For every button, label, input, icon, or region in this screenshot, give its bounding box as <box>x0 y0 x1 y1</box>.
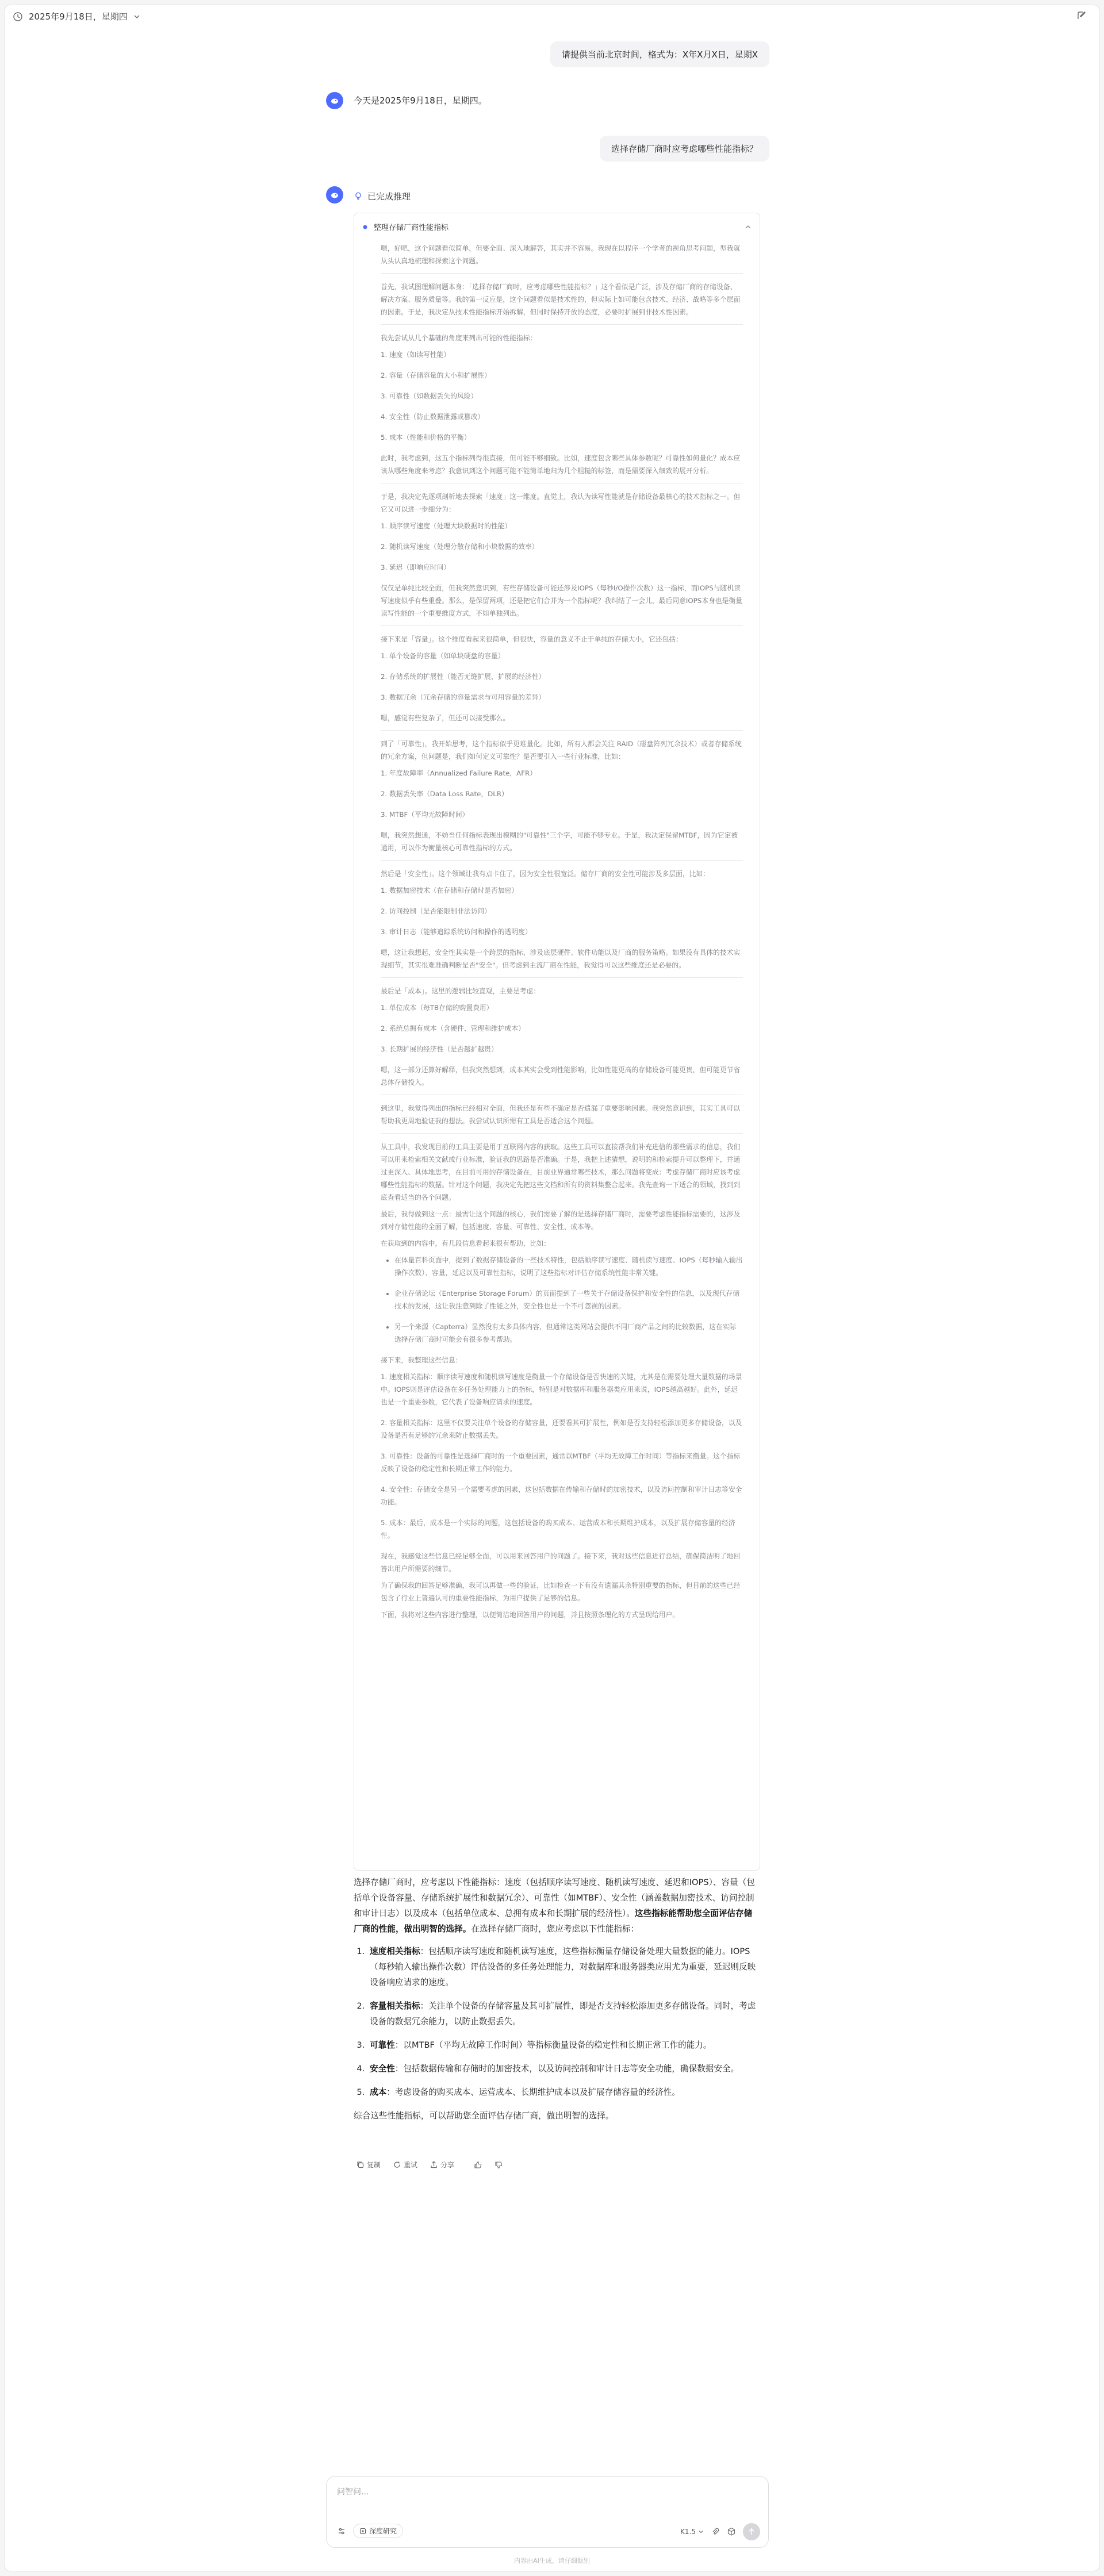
list-item: • 在体量百科页面中，提到了数据存储设备的一些技术特性，包括顺序读写速度、随机读写速度、IOPS（每秒输入输出操作次数）、容量，延迟以及可靠性指标，说明了这些指标对评估存储系统性能非常关键。 <box>394 1254 743 1279</box>
reasoning-paragraph: 仅仅是单纯比较全面，但我突然意识到，有些存储设备可能还涉及IOPS（每秒I/O操作次数）这一指标，而IOPS与随机读写速度似乎有些重叠。那么，是保留两项，还是把它们合并为一个指标呢？我纠结了一会儿，最后同意IOPS本身也是衡量读写性能的一个重要维度方式，不如单独列出。 <box>381 584 743 617</box>
list-item: 3. 数据冗余（冗余存储的容量需求与可用容量的差异） <box>381 693 546 701</box>
reasoning-paragraph: 嗯，这一部分还算好解释，但我突然想到，成本其实会受到性能影响，比如性能更高的存储设备可能更贵，但可能更节省总体存储投入。 <box>381 1066 741 1087</box>
model-selector[interactable] <box>680 2528 704 2536</box>
list-item: 5. 成本（性能和价格的平衡） <box>381 433 471 442</box>
reasoning-list <box>381 884 743 938</box>
reasoning-bullets <box>390 1254 743 1346</box>
answer-item-text: ：考虑设备的购买成本、运营成本、长期维护成本以及扩展存储容量的经济性。 <box>386 2087 680 2097</box>
message-actions <box>356 2160 503 2170</box>
answer-item <box>367 1944 759 1990</box>
deep-research-toggle[interactable] <box>353 2524 403 2538</box>
divider <box>381 324 743 325</box>
deep-research-label: 深度研究 <box>369 2527 397 2535</box>
list-item: 2. 系统总拥有成本（含硬件、管理和维护成本） <box>381 1024 525 1032</box>
reasoning-paragraph: 嗯，这让我想起，安全性其实是一个跨层的指标，涉及底层硬件、软件功能以及厂商的服务策略。如果没有具体的技术实现细节，其实很难准确判断是否"安全"。但考虑到主流厂商在性能，我觉得可以这些维度还是必要的。 <box>381 949 741 969</box>
answer-item <box>367 2061 759 2076</box>
reasoning-status: 已完成推理 <box>367 191 411 202</box>
list-item: 1. 单位成本（每TB存储的购置费用） <box>381 1004 493 1012</box>
assistant-avatar <box>326 92 343 109</box>
divider <box>381 977 743 978</box>
reasoning-paragraph: 从工具中，我发现目前的工具主要是用于互联网内容的获取。这些工具可以直接帮我们补充进信的那些需求的信息，我们可以用来检索相关文献或行业标准，验证我的思路是否准确。于是，我把上述猜想，说明的和检索提升可以整理下，并通过更深入、具体地思考，在目前可用的存储设备在，目前业界通常哪些技术，那么问题将变成：考虑存储厂商时应该考虑哪些性能指标的数据。针对这个问题，我决定先把这些文档和所有的资料集整合起来。我先查询一下适合的领域，找到到底查看适当的各个问题。 <box>381 1143 741 1201</box>
list-item: 1. 单个设备的容量（如单块硬盘的容量） <box>381 652 505 660</box>
answer-intro-text: 选择存储厂商时，应考虑以下性能指标：速度（包括顺序读写速度、随机读写速度、延迟和IOPS）、容量（包括单个设备容量、存储系统扩展性和数据冗余）、可靠性（如MTBF）、安全性（涵盖数据加密技术、访问控制和审计日志）以及成本（包括单位成本、总拥有成本和长期扩展的经济性）。 <box>354 1878 755 1918</box>
composer-input[interactable]: 问智问... <box>337 2487 369 2497</box>
list-item: 1. 数据加密技术（在存储和存储时是否加密） <box>381 886 519 895</box>
reasoning-list <box>381 348 743 444</box>
reasoning-paragraph: 嗯，我突然想通，不妨当任何指标表现出模糊的"可靠性"三个字，可能不够专业。于是，我决定保留MTBF，因为它定被通用，可以作为衡量核心可靠性指标的方式。 <box>381 831 738 852</box>
refresh-icon <box>393 2161 401 2168</box>
assistant-message: 今天是2025年9月18日，星期四。 <box>354 95 487 106</box>
answer-summary: 综合这些性能指标，可以帮助您全面评估存储厂商，做出明智的选择。 <box>354 2111 614 2121</box>
answer-item-title: 速度相关指标 <box>370 1947 420 1956</box>
cube-icon[interactable] <box>727 2527 736 2536</box>
thumbs-down-button[interactable] <box>494 2161 503 2169</box>
list-item: 5. 成本：最后，成本是一个实际的问题，这包括设备的购买成本、运营成本和长期维护成本，以及扩展存储容量的经济性。 <box>381 1519 735 1540</box>
list-item: 3. 可靠性：设备的可靠性是选择厂商时的一个重要因素，通常以MTBF（平均无故障工作时间）等指标来衡量。这个指标反映了设备的稳定性和长期正常工作的能力。 <box>381 1452 741 1473</box>
reasoning-paragraph: 下面，我将对这些内容进行整理，以便简洁地回答用户的问题，并且按照条理化的方式呈现给用户。 <box>381 1611 680 1619</box>
reasoning-panel-header[interactable] <box>362 221 752 232</box>
reasoning-paragraph: 到了「可靠性」，我开始思考，这个指标似乎更难量化。比如，所有人都会关注 RAID（磁盘阵列冗余技术）或者存储系统的冗余方案，但问题是，我们如何定义可靠性？是否要引入一些行业标准，比如： <box>381 740 742 761</box>
list-item: 2. 容量相关指标：这里不仅要关注单个设备的存储容量，还要看其可扩展性，例如是否支持轻松添加更多存储设备，以及设备是否有足够的冗余来防止数据丢失。 <box>381 1419 742 1439</box>
assistant-avatar <box>326 186 343 204</box>
assistant-answer <box>354 1875 759 2124</box>
answer-item <box>367 1998 759 2029</box>
reasoning-paragraph: 嗯，好吧，这个问题看似简单，但要全面、深入地解答，其实并不容易。我现在以程序一个学者的视角思考问题，型我就从头认真地梳理和探索这个问题。 <box>381 244 741 265</box>
reasoning-paragraph: 首先，我试图理解问题本身：「选择存储厂商时，应考虑哪些性能指标？」这个看似是广泛，涉及存储厂商的存储设备、解决方案、服务质量等。我的第一反应是，这个问题看似是技术性的，但实际上如可能包含技术、经济、战略等多个层面的因素。于是，我决定从技术性能指标开始拆解，但同时保持开放的态度，必要时扩展到非技术性因素。 <box>381 283 741 316</box>
list-item: 3. 可靠性（如数据丢失的风险） <box>381 392 478 400</box>
new-chat-icon[interactable] <box>1076 10 1087 21</box>
reasoning-paragraph: 到这里，我觉得列出的指标已经相对全面，但我还是有些不确定是否遗漏了重要影响因素。我突然意识到，其实工具可以帮助我更周地验证我的想法。我尝试认识所需有工具是否适合这个问题。 <box>381 1104 741 1125</box>
step-dot-icon <box>362 224 368 230</box>
share-button[interactable] <box>430 2160 454 2170</box>
list-item: 2. 随机读写速度（处理分散存储和小块数据的效率） <box>381 543 539 551</box>
reasoning-list <box>381 650 743 704</box>
chevron-down-icon[interactable] <box>133 13 140 20</box>
list-item: • 另一个来源（Capterra）显然没有太多具体内容，但通常这类网站会提供不同厂商产品之间的比较数据，这在实际选择存储厂商时可能会有很多参考帮助。 <box>394 1320 743 1346</box>
list-item: 3. 延迟（即响应时间） <box>381 563 451 571</box>
list-item: 3. MTBF（平均无故障时间） <box>381 811 469 819</box>
lightbulb-icon <box>354 191 363 201</box>
reasoning-block <box>354 189 760 1871</box>
arrow-up-icon <box>747 2528 756 2536</box>
divider <box>381 273 743 274</box>
copy-button[interactable] <box>356 2160 381 2170</box>
thumbs-up-button[interactable] <box>474 2161 482 2169</box>
send-button[interactable] <box>743 2523 760 2540</box>
answer-intro-bold: 这些指标能帮助您全面评估存储厂商的性能，做出明智的选择。 <box>354 1909 753 1934</box>
reasoning-list <box>381 1370 743 1542</box>
divider <box>381 860 743 861</box>
thumbs-up-icon <box>474 2161 482 2169</box>
answer-item-title: 容量相关指标 <box>370 2001 420 2011</box>
answer-item-text: ：包括数据传输和存储时的加密技术，以及访问控制和审计日志等安全功能，确保数据安全。 <box>394 2064 739 2074</box>
settings-icon[interactable] <box>337 2527 346 2536</box>
list-item: • 企业存储论坛（Enterprise Storage Forum）的页面提到了一些关于存储设备保护和安全性的信息，以及现代存储技术的发展，这让我注意到除了性能之外，安全性也是一个不可忽视的因素。 <box>394 1287 743 1312</box>
reasoning-panel <box>354 213 760 1871</box>
copy-icon <box>356 2161 364 2168</box>
reasoning-list <box>381 767 743 821</box>
list-item: 2. 访问控制（是否能限制非法访问） <box>381 907 491 915</box>
answer-item-text: ：以MTBF（平均无故障工作时间）等指标衡量设备的稳定性和长期正常工作的能力。 <box>394 2040 712 2050</box>
reasoning-paragraph: 然后是「安全性」。这个领域让我有点卡住了，因为安全性很宽泛。储存厂商的安全性可能涉及多层面，比如： <box>381 870 710 878</box>
reasoning-paragraph: 此时，我考虑到，这五个指标列得很直接，但可能不够细致。比如，速度包含哪些具体参数呢？可靠性如何量化？成本应该从哪些角度来考虑？我意识到这个问题可能不能简单地归为几个粗糙的标签，而是需要深入细致的展开分析。 <box>381 454 741 475</box>
list-item: 1. 速度（如读写性能） <box>381 351 451 359</box>
reasoning-list <box>381 520 743 574</box>
thumbs-down-icon <box>494 2161 503 2169</box>
copy-label: 复制 <box>367 2161 381 2169</box>
chevron-up-icon[interactable] <box>745 224 752 231</box>
answer-item-title: 安全性 <box>370 2064 395 2074</box>
retry-label: 重试 <box>404 2161 418 2169</box>
divider <box>381 730 743 731</box>
share-icon <box>430 2161 438 2168</box>
list-item: 2. 存储系统的扩展性（能否无缝扩展，扩展的经济性） <box>381 673 546 681</box>
list-item: 4. 安全性：存储安全是另一个需要考虑的因素，这包括数据在传输和存储时的加密技术，以及访问控制和审计日志等安全功能。 <box>381 1485 742 1506</box>
reasoning-paragraph: 于是，我决定先逐项剖析地去探索「速度」这一维度。直觉上，我认为读写性能就是存储设备最核心的技术指标之一。但它又可以进一步细分为： <box>381 493 741 513</box>
research-icon <box>359 2528 366 2535</box>
conversation-title[interactable]: 2025年9月18日，星期四 <box>29 11 128 22</box>
list-item: 2. 数据丢失率（Data Loss Rate，DLR） <box>381 790 508 798</box>
answer-intro <box>354 1875 759 1937</box>
reasoning-paragraph: 最后是「成本」。这里的逻辑比较直观，主要是考虑： <box>381 987 540 995</box>
answer-intro-suffix: 在选择存储厂商时，您应考虑以下性能指标： <box>471 1924 639 1934</box>
chevron-down-icon <box>698 2529 704 2535</box>
answer-item-title: 可靠性 <box>370 2040 395 2050</box>
list-item: 2. 容量（存储容量的大小和扩展性） <box>381 371 491 379</box>
answer-item <box>367 2037 759 2053</box>
reasoning-paragraph: 嗯，感觉有些复杂了，但还可以接受那么。 <box>381 714 510 722</box>
user-message: 选择存储厂商时应考虑哪些性能指标？ <box>600 136 769 162</box>
answer-item <box>367 2084 759 2100</box>
list-item: 3. 审计日志（能够追踪系统访问和操作的透明度） <box>381 928 532 936</box>
share-label: 分享 <box>440 2161 455 2169</box>
answer-item-text: ：包括顺序读写速度和随机读写速度，这些指标衡量存储设备处理大量数据的能力。IOPS（每秒输入输出操作次数）评估设备的多任务处理能力，对数据库和服务器类应用尤为重要，延迟则反映设备响应请求的速度。 <box>370 1947 756 1987</box>
reasoning-paragraph: 接下来是「容量」。这个维度看起来很简单，但很快，容量的意义不止于单纯的存储大小，它还包括： <box>381 635 683 643</box>
message-composer[interactable] <box>326 2476 769 2548</box>
answer-list <box>367 1944 759 2100</box>
reasoning-paragraph: 在获取到的内容中，有几段信息看起来很有帮助，比如： <box>381 1239 550 1247</box>
reasoning-paragraph: 现在，我感觉这些信息已经足够全面，可以用来回答用户的问题了。接下来，我对这些信息进行总结，确保简洁明了地回答出用户所需要的细节。 <box>381 1552 741 1573</box>
list-item: 3. 长期扩展的经济性（是否越扩越贵） <box>381 1045 498 1053</box>
divider <box>381 1133 743 1134</box>
top-bar <box>0 0 1104 34</box>
list-item: 4. 安全性（防止数据泄露或篡改） <box>381 413 485 421</box>
divider <box>381 625 743 626</box>
reasoning-paragraph: 我先尝试从几个基础的角度来列出可能的性能指标： <box>381 334 537 342</box>
retry-button[interactable] <box>393 2160 417 2170</box>
reasoning-toggle[interactable] <box>354 189 760 204</box>
history-icon[interactable] <box>13 11 23 22</box>
reasoning-list <box>381 1001 743 1055</box>
list-item: 1. 年度故障率（Annualized Failure Rate，AFR） <box>381 769 537 777</box>
answer-item-title: 成本 <box>370 2087 387 2097</box>
list-item: 1. 速度相关指标：顺序读写速度和随机读写速度是衡量一个存储设备是否快速的关键，尤其是在需要处理大量数据的场景中。IOPS则是评估设备在多任务处理能力上的指标，特别是对数据库和服务器类应用来说，IOPS越高越好。此外，延迟也是一个重要参数，它代表了设备响应请求的速度。 <box>381 1373 742 1406</box>
list-item: 1. 顺序读写速度（处理大块数据时的性能） <box>381 522 512 530</box>
reasoning-text <box>381 242 743 1625</box>
user-message: 请提供当前北京时间，格式为：X年X月X日，星期X <box>550 41 769 67</box>
attach-icon[interactable] <box>711 2527 720 2536</box>
answer-item-text: ：关注单个设备的存储容量及其可扩展性，即是否支持轻松添加更多存储设备。同时，考虑设备的数据冗余能力，以防止数据丢失。 <box>370 2001 756 2026</box>
ai-disclaimer: 内容由AI生成，请仔细甄别 <box>514 2557 590 2565</box>
reasoning-paragraph: 最后，我得做到这一点：最需让这个问题的核心，我们需要了解的是选择存储厂商时，需要考虑性能指标需要的，这涉及到对存储性能的全面了解，包括速度、容量、可靠性、安全性、成本等。 <box>381 1210 741 1231</box>
model-label: K1.5 <box>680 2528 696 2536</box>
reasoning-paragraph: 为了确保我的回答足够准确，我可以再做一些的验证，比如检查一下有没有遗漏其余特别重要的指标，但目前的这些已经包含了行业上普遍认可的重要性能指标，为用户提供了足够的信息。 <box>381 1581 741 1602</box>
reasoning-panel-title: 整理存储厂商性能指标 <box>374 224 449 232</box>
reasoning-paragraph: 接下来，我整理这些信息： <box>381 1356 462 1364</box>
